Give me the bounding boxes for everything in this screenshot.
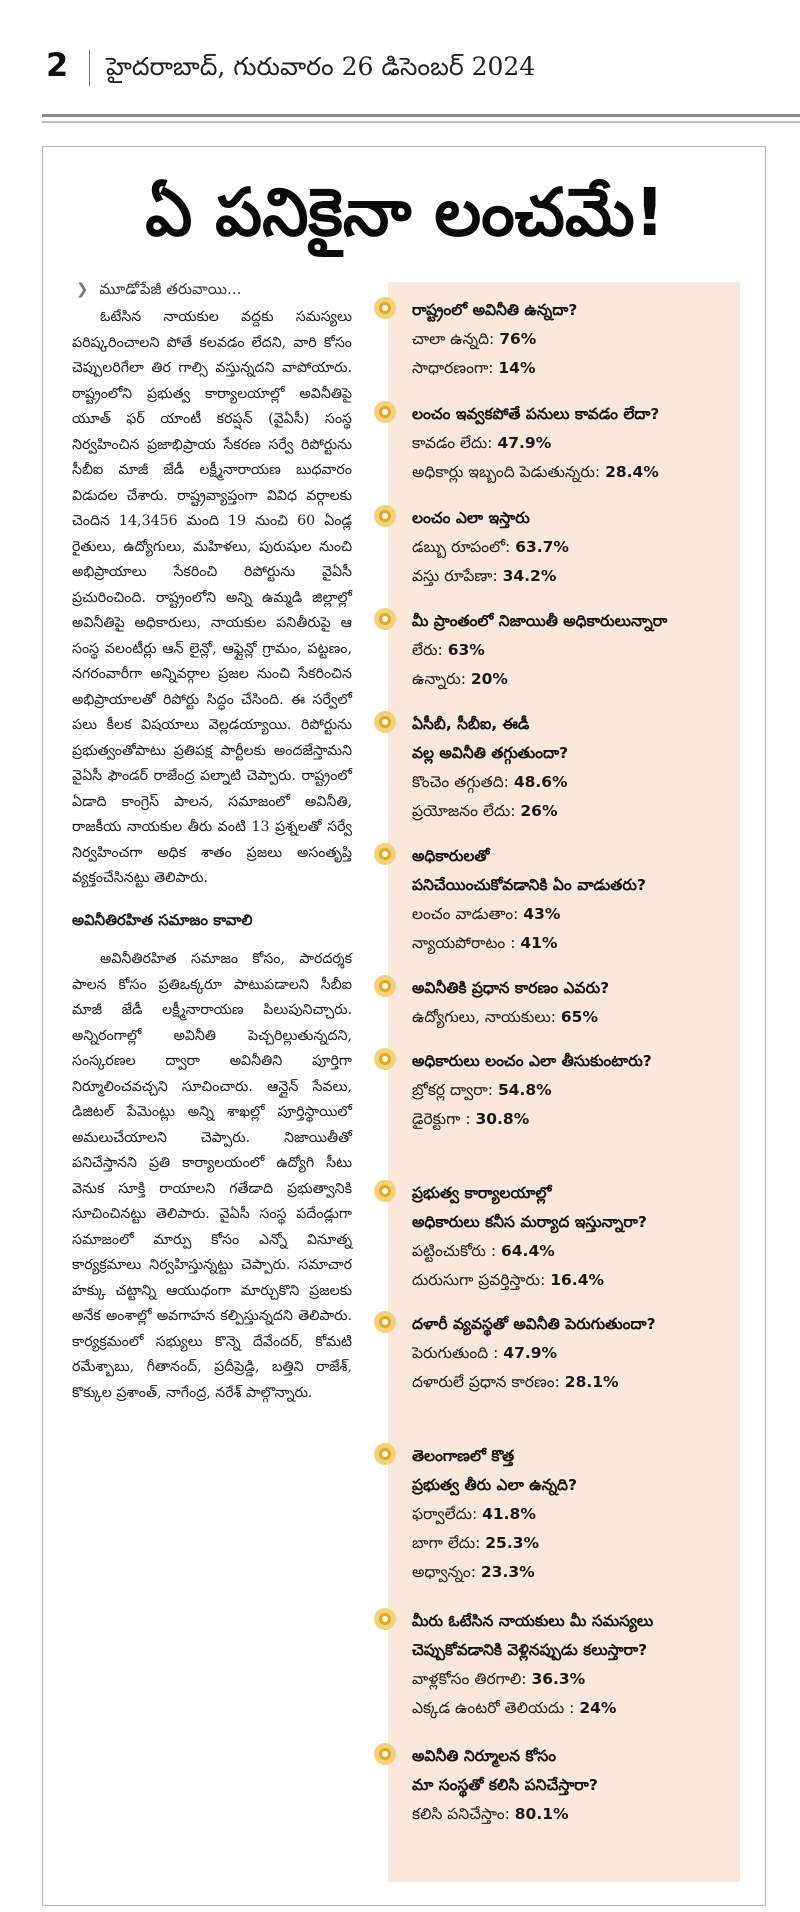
answer-value: 41.8% xyxy=(482,1505,536,1523)
answer-value: 25.3% xyxy=(485,1534,540,1552)
body-paragraph: అవినీతిరహిత సమాజం కోసం, పారదర్శక పాలన కోసం ప్రతిఒక్కరూ పాటుపడాలని సీబీఐ మాజీ జేడీ లక్ష్మీనారాయణ పిలుపునిచ్చారు. అన్నిరంగాల్లో అవినీతి పెచ్చరిల్లుతున్నదని, సంస్కరణల ద్వారా అవినీతిని పూర్తిగా నిర్మూలించవచ్చని సూచించారు. ఆన్లైన్ సేవలు, డిజిటల్ పేమెంట్లు అన్ని శాఖల్లో పూర్తిస్థాయిలో అమలుచేయాలని చెప్పారు. నిజాయితీతో పనిచేస్తానని ప్రతి కార్యాలయంలో ఉద్యోగి సీటు వెనుక సూక్తి రాయాలని గతేడాది ప్రభుత్వానికి సూచించినట్టు తెలిపారు. వైఏసీ సంస్థ పదేండ్లుగా సమాజంలో మార్పు కోసం ఎన్నో వినూత్న కార్యక్రమాలు నిర్వహిస్తున్నట్టు చెప్పారు. సమాచార హక్కు చట్టాన్ని ఆయుధంగా మార్చుకొని ప్రజలకు అనేక అంశాల్లో అవగాహన కల్పిస్తున్నదని తెలిపారు. కార్యక్రమంలో సభ్యులు కొన్నె దేవేందర్, కోమటి రమేశ్బాబు, గీతానంద్, ప్రదీప్రెడ్డి, బత్తిని రాజేశ్, కొక్కుల ప్రశాంత్, నాగేంద్ర, నరేశ్ పాల్గొన్నారు. xyxy=(72,951,352,1401)
survey-answer xyxy=(412,900,740,929)
header-rule-bottom xyxy=(42,121,800,123)
bullet-icon xyxy=(374,1443,396,1465)
survey-item xyxy=(388,400,740,487)
answer-label: ఉద్యోగులు, నాయకులు: xyxy=(412,1008,561,1026)
survey-answer xyxy=(412,533,740,562)
survey-question: రాష్ట్రంలో అవినీతి ఉన్నదా? xyxy=(412,301,578,319)
headline: ఏ పనికైనా లంచమే! xyxy=(145,174,665,251)
bullet-icon xyxy=(374,401,396,423)
survey-answer xyxy=(412,458,740,487)
survey-item xyxy=(388,1607,740,1723)
survey-item xyxy=(388,1179,740,1295)
answer-label: బ్రోకర్ల ద్వారా: xyxy=(412,1081,498,1099)
bullet-icon xyxy=(374,1743,396,1765)
answer-value: 24% xyxy=(579,1699,617,1717)
answer-value: 23.3% xyxy=(480,1563,535,1581)
survey-answer xyxy=(412,1237,740,1266)
bullet-icon xyxy=(374,608,396,630)
answer-label: పెరుగుతుంది : xyxy=(412,1344,504,1362)
survey-panel xyxy=(388,282,740,1882)
bullet-icon xyxy=(374,505,396,527)
survey-question: లంచం ఇవ్వకపోతే పనులు కావడం లేదా? xyxy=(412,405,660,423)
answer-label: కొంచెం తగ్గుతది: xyxy=(412,773,514,791)
bullet-icon xyxy=(374,1048,396,1070)
survey-answer xyxy=(412,1558,740,1587)
answer-label: డబ్బు రూపంలో: xyxy=(412,538,516,556)
chevron-right-icon: ❯ xyxy=(76,280,89,298)
survey-item xyxy=(388,1310,740,1397)
answer-value: 28.4% xyxy=(605,463,659,481)
answer-label: లంచం వాడుతాం: xyxy=(412,905,524,923)
survey-question: పనిచేయించుకోవడానికి ఏం వాడుతరు? xyxy=(412,876,646,894)
sub-heading: అవినీతిరహిత సమాజం కావాలి xyxy=(72,910,253,929)
answer-value: 26% xyxy=(520,802,558,820)
survey-question: అవినీతికి ప్రధాన కారణం ఎవరు? xyxy=(412,979,610,997)
answer-label: అధ్వాన్నం: xyxy=(412,1563,481,1581)
survey-question: మీరు ఓటేసిన నాయకులు మీ సమస్యలు xyxy=(412,1612,654,1630)
survey-question: తెలంగాణలో కొత్త xyxy=(412,1447,515,1465)
answer-label: పట్టించుకోరు : xyxy=(412,1242,501,1260)
answer-value: 54.8% xyxy=(497,1081,552,1099)
survey-item xyxy=(388,1742,740,1829)
answer-value: 47.9% xyxy=(503,1344,558,1362)
survey-answer xyxy=(412,1694,740,1723)
answer-value: 48.6% xyxy=(513,773,568,791)
survey-answer xyxy=(412,1266,740,1295)
answer-label: న్యాయపోరాటం : xyxy=(412,934,521,952)
survey-item xyxy=(388,842,740,958)
bullet-icon xyxy=(374,1608,396,1630)
bullet-icon xyxy=(374,975,396,997)
answer-label: దురుసుగా ప్రవర్తిస్తారు: xyxy=(412,1271,551,1289)
answer-value: 65% xyxy=(560,1008,598,1026)
survey-item xyxy=(388,1047,740,1134)
header-divider xyxy=(89,50,90,86)
survey-answer xyxy=(412,1665,740,1694)
answer-value: 28.1% xyxy=(564,1373,619,1391)
bullet-icon xyxy=(374,843,396,865)
survey-answer xyxy=(412,1003,740,1032)
answer-value: 14% xyxy=(498,359,536,377)
continued-from xyxy=(76,280,241,302)
bullet-icon xyxy=(374,297,396,319)
survey-item xyxy=(388,296,740,383)
survey-item xyxy=(388,974,740,1032)
survey-question: దళారీ వ్యవస్థతో అవినీతి పెరుగుతుందా? xyxy=(412,1315,656,1333)
survey-answer xyxy=(412,768,740,797)
survey-answer xyxy=(412,1339,740,1368)
survey-answer xyxy=(412,562,740,591)
survey-answer xyxy=(412,325,740,354)
answer-label: ఉన్నారు: xyxy=(412,670,471,688)
answer-value: 41% xyxy=(520,934,558,952)
survey-answer xyxy=(412,1800,740,1829)
bullet-icon xyxy=(374,711,396,733)
answer-label: ఎక్కడ ఉంటరో తెలియదు : xyxy=(412,1699,580,1717)
header-rule-top xyxy=(42,114,800,117)
survey-item xyxy=(388,710,740,826)
answer-value: 63.7% xyxy=(515,538,569,556)
answer-value: 30.8% xyxy=(475,1110,530,1128)
survey-question: అధికారులతో xyxy=(412,847,490,865)
survey-answer xyxy=(412,354,740,383)
continued-label: మూడోపేజీ తరువాయి... xyxy=(99,280,242,298)
survey-answer xyxy=(412,665,740,694)
answer-label: కలిసి పనిచేస్తాం: xyxy=(412,1805,515,1823)
page-header xyxy=(0,40,800,90)
answer-label: లేరు: xyxy=(412,641,448,659)
survey-question: ప్రభుత్వ తీరు ఎలా ఉన్నది? xyxy=(412,1476,577,1494)
dateline: హైదరాబాద్, గురువారం 26 డిసెంబర్ 2024 xyxy=(106,52,536,81)
survey-item xyxy=(388,504,740,591)
answer-value: 47.9% xyxy=(497,434,552,452)
survey-answer xyxy=(412,1529,740,1558)
answer-value: 80.1% xyxy=(514,1805,569,1823)
bullet-icon xyxy=(374,1180,396,1202)
answer-label: కావడం లేదు: xyxy=(412,434,498,452)
survey-item xyxy=(388,607,740,694)
answer-value: 63% xyxy=(447,641,485,659)
answer-value: 20% xyxy=(470,670,508,688)
survey-answer xyxy=(412,1076,740,1105)
answer-value: 64.4% xyxy=(500,1242,555,1260)
survey-answer xyxy=(412,429,740,458)
survey-question: అధికారులు లంచం ఎలా తీసుకుంటారు? xyxy=(412,1052,652,1070)
bullet-icon xyxy=(374,1311,396,1333)
answer-value: 16.4% xyxy=(550,1271,605,1289)
survey-question: వల్ల అవినీతి తగ్గుతుందా? xyxy=(412,744,569,762)
survey-question: అవినీతి నిర్మూలన కోసం xyxy=(412,1747,557,1765)
answer-value: 76% xyxy=(499,330,537,348)
survey-question: ప్రభుత్వ కార్యాలయాల్లో xyxy=(412,1184,552,1202)
survey-question: లంచం ఎలా ఇస్తారు xyxy=(412,509,530,527)
survey-answer xyxy=(412,1368,740,1397)
answer-label: అధికార్లు ఇబ్బంది పెడుతున్నరు: xyxy=(412,463,606,481)
answer-value: 36.3% xyxy=(531,1670,586,1688)
survey-item xyxy=(388,1442,740,1587)
article-body xyxy=(72,305,352,1406)
survey-answer xyxy=(412,797,740,826)
answer-value: 43% xyxy=(523,905,561,923)
survey-question: ఏసీబీ, సీబీఐ, ఈడీ xyxy=(412,715,530,733)
body-paragraph: ఓటేసిన నాయకుల వద్దకు సమస్యలు పరిష్కరించాలని పోతే కలవడం లేదని, వారి కోసం చెప్పులరిగేలా తిర గాల్సి వస్తున్నదని వాపోయారు. రాష్ట్రంలోని ప్రభుత్వ కార్యాలయాల్లో అవినీతిపై యూత్ ఫర్ యాంటీ కరప్షన్ (వైఏసీ) సంస్థ నిర్వహించిన ప్రజాభిప్రాయ సేకరణ సర్వే రిపోర్టును సీబీఐ మాజీ జేడీ లక్ష్మీనారాయణ బుధవారం విడుదల చేశారు. రాష్ట్రవ్యాప్తంగా వివిధ వర్గాలకు చెందిన 14,3456 మంది 19 నుంచి 60 ఏండ్ల రైతులు, ఉద్యోగులు, మహిళలు, పురుషుల నుంచి అభిప్రాయాలు సేకరించి రిపోర్టును వైఏసీ ప్రచురించింది. రాష్ట్రంలోని అన్ని ఉమ్మడి జిల్లాల్లో అవినీతిపై అధికారులు, నాయకుల పనితీరుపై ఆ సంస్థ వలంటీర్లు ఆన్ లైన్లో, ఆఫ్లైన్లో గ్రామం, పట్టణం, నగరంవారీగా అన్నివర్గాల ప్రజల నుంచి సేకరించిన అభిప్రాయాలతో రిపోర్టు సిద్ధం చేసింది. ఈ సర్వేలో పలు కీలక విషయాలు వెల్లడయ్యాయి. రిపోర్టును ప్రభుత్వంతోపాటు ప్రతిపక్ష పార్టీలకు అందజేస్తామని వైఏసీ ఫౌండర్ రాజేంద్ర పల్నాటి చెప్పారు. రాష్ట్రంలో ఏడాది కాంగ్రెస్ పాలన, సమాజంలో అవినీతి, రాజకీయ నాయకుల తీరు వంటి 13 ప్రశ్నలతో సర్వే నిర్వహించగా అధిక శాతం ప్రజలు అసంతృప్తి వ్యక్తంచేసినట్టు తెలిపారు. xyxy=(72,309,352,886)
answer-label: చాలా ఉన్నది: xyxy=(412,330,500,348)
answer-label: వాళ్లకోసం తిరగాలి: xyxy=(412,1670,532,1688)
answer-label: డైరెక్టుగా : xyxy=(412,1110,476,1128)
answer-label: దళారులే ప్రధాన కారణం: xyxy=(412,1373,565,1391)
survey-answer xyxy=(412,929,740,958)
page-number: 2 xyxy=(46,46,69,84)
answer-label: సాధారణంగా: xyxy=(412,359,499,377)
answer-label: వస్తు రూపేణా: xyxy=(412,567,503,585)
survey-question: మీ ప్రాంతంలో నిజాయితీ అధికారులున్నారా xyxy=(412,612,668,630)
survey-answer xyxy=(412,1105,740,1134)
survey-question: మా సంస్థతో కలిసి పనిచేస్తారా? xyxy=(412,1776,598,1794)
survey-question: చెప్పుకోవడానికి వెళ్లినప్పుడు కలుస్తారా? xyxy=(412,1641,648,1659)
survey-answer xyxy=(412,1500,740,1529)
survey-answer xyxy=(412,636,740,665)
answer-label: బాగా లేదు: xyxy=(412,1534,486,1552)
answer-label: ఫర్వాలేదు: xyxy=(412,1505,483,1523)
answer-label: ప్రయోజనం లేదు: xyxy=(412,802,521,820)
answer-value: 34.2% xyxy=(502,567,557,585)
survey-question: అధికారులు కనీస మర్యాద ఇస్తున్నారా? xyxy=(412,1213,647,1231)
